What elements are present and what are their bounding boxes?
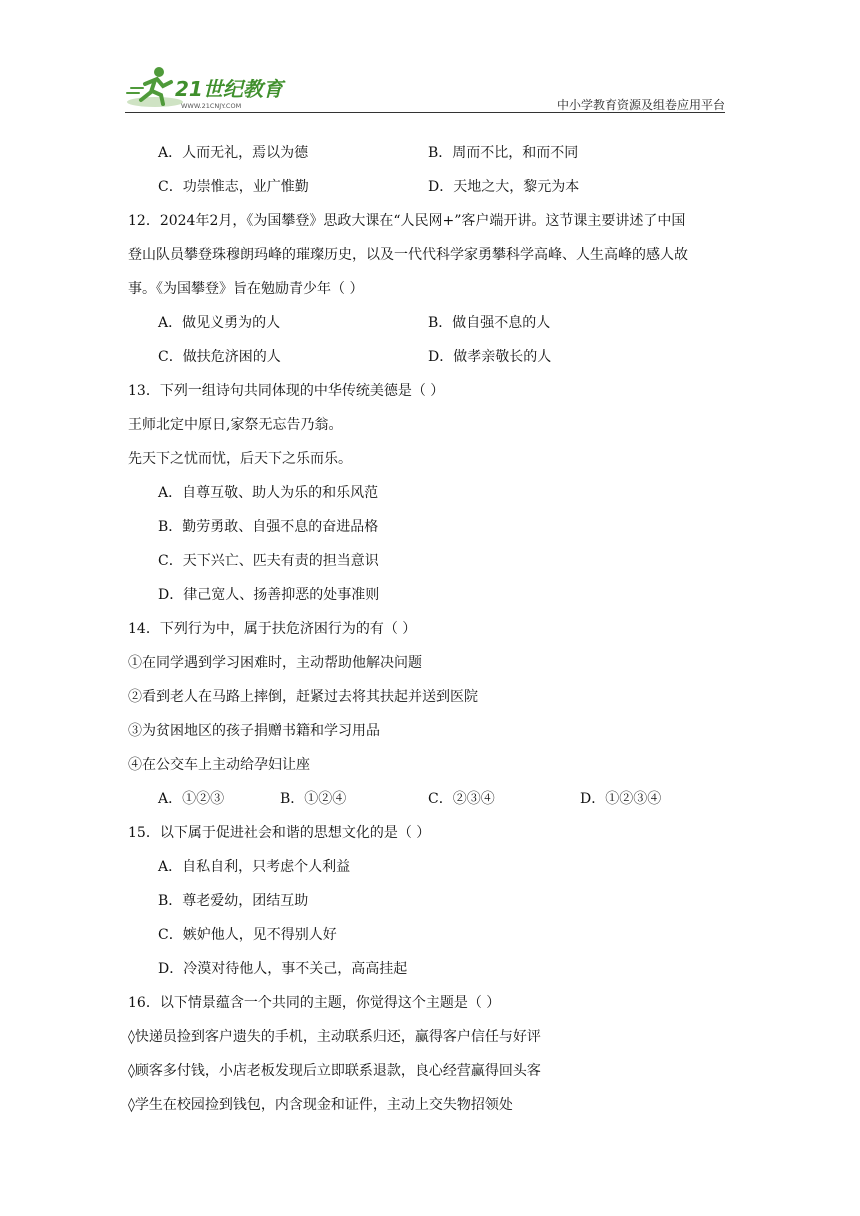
q14-item-4: ④在公交车上主动给孕妇让座 [128,757,310,773]
q15-option-a[interactable]: A．自私自利，只考虑个人利益 [158,859,351,875]
q12-stem-line-2: 登山队员攀登珠穆朗玛峰的璀璨历史，以及一代代科学家勇攀科学高峰、人生高峰的感人故 [128,247,688,263]
q15-stem: 15．以下属于促进社会和谐的思想文化的是（ ） [128,825,431,841]
q16-scenario-2: ◊顾客多付钱，小店老板发现后立即联系退款，良心经营赢得回头客 [128,1063,541,1079]
q13-option-d[interactable]: D．律己宽人、扬善抑恶的处事准则 [158,587,380,603]
q12-option-c[interactable]: C．做扶危济困的人 [158,349,281,365]
q13-poem-line-2: 先天下之忧而忧，后天下之乐而乐。 [128,451,352,467]
q11-options-row-2 [128,170,738,204]
q11-option-a[interactable]: A．人而无礼，焉以为德 [158,145,309,161]
q12-options-row-1 [128,306,738,340]
logo-text: 21世纪教育 [175,77,283,101]
q12-option-a[interactable]: A．做见义勇为的人 [158,315,281,331]
q11-option-b[interactable]: B．周而不比，和而不同 [428,145,579,161]
q13-stem: 13．下列一组诗句共同体现的中华传统美德是（ ） [128,383,445,399]
q12-option-d[interactable]: D．做孝亲敬长的人 [428,349,552,365]
q14-item-3: ③为贫困地区的孩子捐赠书籍和学习用品 [128,723,380,739]
q12-options-row-2 [128,340,738,374]
q15-option-c[interactable]: C．嫉妒他人，见不得别人好 [158,927,337,943]
header-divider [125,112,725,113]
platform-name: 中小学教育资源及组卷应用平台 [556,98,725,112]
q14-stem: 14．下列行为中，属于扶危济困行为的有（ ） [128,621,417,637]
q13-option-c[interactable]: C．天下兴亡、匹夫有责的担当意识 [158,553,379,569]
q11-options-row-1 [128,136,738,170]
q11-option-c[interactable]: C．功崇惟志，业广惟勤 [158,179,309,195]
q11-option-d[interactable]: D．天地之大，黎元为本 [428,179,580,195]
q16-scenario-1: ◊快递员捡到客户遗失的手机，主动联系归还，赢得客户信任与好评 [128,1029,541,1045]
q13-poem-line-1: 王师北定中原日,家祭无忘告乃翁。 [128,417,343,433]
q14-item-2: ②看到老人在马路上摔倒，赶紧过去将其扶起并送到医院 [128,689,478,705]
q15-option-b[interactable]: B．尊老爱幼，团结互助 [158,893,309,909]
q14-option-a[interactable]: A．①②③ [158,791,225,807]
q12-stem-line-3: 事。《为国攀登》旨在勉励青少年（ ） [128,281,364,297]
q12-stem-line-1: 12．2024年2月，《为国攀登》思政大课在“人民网+”客户端开讲。这节课主要讲述了中国 [128,213,686,229]
q16-scenario-3: ◊学生在校园捡到钱包，内含现金和证件，主动上交失物招领处 [128,1097,513,1113]
q16-stem: 16．以下情景蕴含一个共同的主题，你觉得这个主题是（ ） [128,995,501,1011]
question-list [128,136,738,1122]
q14-option-d[interactable]: D．①②③④ [580,791,662,807]
q15-option-d[interactable]: D．冷漠对待他人，事不关己，高高挂起 [158,961,408,977]
page-header [125,62,725,112]
q13-option-a[interactable]: A．自尊互敬、助人为乐的和乐风范 [158,485,379,501]
q13-option-b[interactable]: B．勤劳勇敢、自强不息的奋进品格 [158,519,379,535]
site-logo [125,62,295,112]
q14-item-1: ①在同学遇到学习困难时，主动帮助他解决问题 [128,655,422,671]
q14-option-c[interactable]: C．②③④ [428,791,495,807]
q12-option-b[interactable]: B．做自强不息的人 [428,315,551,331]
logo-url: WWW.21CNJY.COM [181,102,242,110]
q14-options-row [128,782,738,816]
q14-option-b[interactable]: B．①②④ [280,791,347,807]
